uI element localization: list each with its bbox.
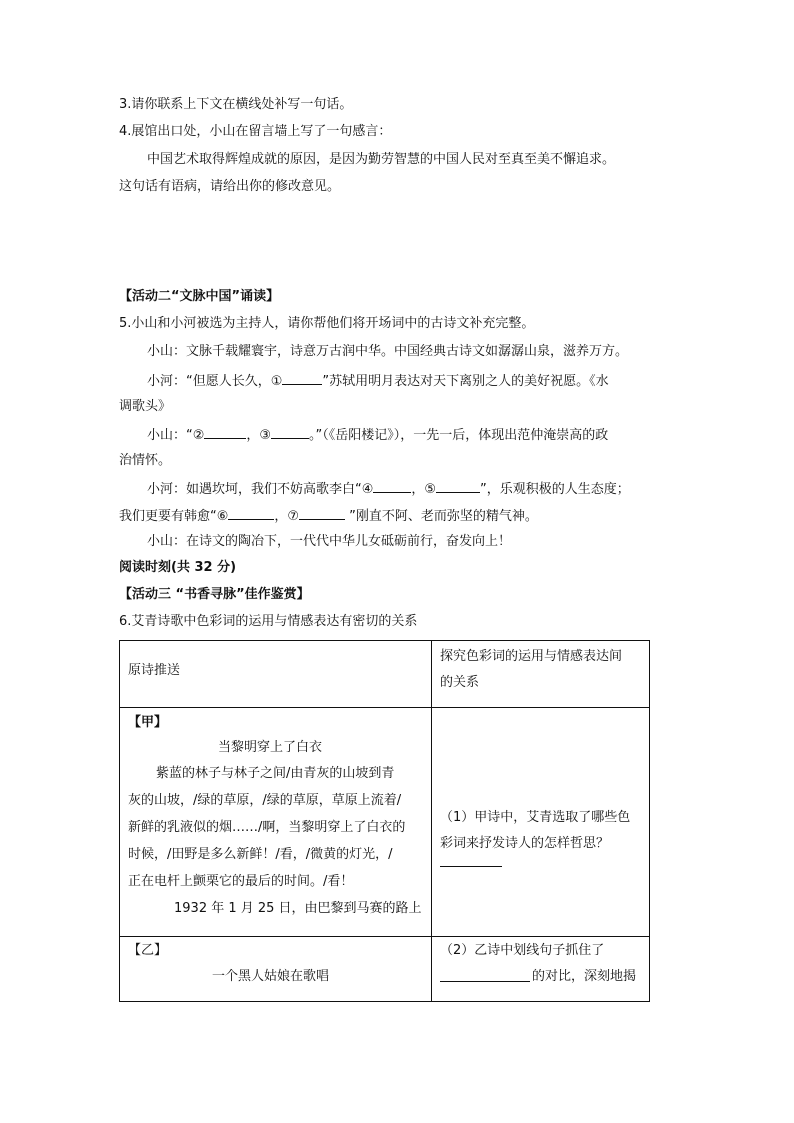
poem-cell-yi: [120, 937, 432, 1002]
question-5: 5.小山和小河被选为主持人，请你帮他们将开场词中的古诗文补充完整。: [119, 316, 535, 331]
question-6-1-line-1: （1）甲诗中，艾青选取了哪些色: [440, 810, 631, 825]
dialogue-text: ”刚直不阿、老而弥坚的精气神。: [345, 509, 538, 524]
poem-table: [119, 640, 650, 1002]
dialogue-text: ，⑤: [411, 482, 437, 497]
activity-2-heading: 【活动二“文脉中国”诵读】: [119, 289, 280, 304]
question-6-2-line-1: （2）乙诗中划线句子抓住了: [440, 943, 605, 958]
fill-blank-5[interactable]: [436, 478, 480, 493]
table-row-jia: [120, 708, 650, 937]
dialogue-text: 。”（《岳阳楼记》），一先一后，体现出范仲淹崇高的政: [309, 428, 609, 443]
poem-jia-line: 新鲜的乳液似的烟……/啊，当黎明穿上了白衣的: [128, 820, 406, 835]
question-4-quote: 中国艺术取得辉煌成就的原因，是因为勤劳智慧的中国人民对至真至美不懈追求。: [147, 152, 616, 167]
poem-jia-line: 灰的山坡，/绿的草原，/绿的草原，草原上流着/: [128, 793, 402, 808]
dialogue-text: 小河：“但愿人长久，①: [147, 374, 283, 389]
dialogue-line-2-cont: 调歌头》: [119, 399, 172, 414]
question-4-prompt: 这句话有语病，请给出你的修改意见。: [119, 179, 341, 194]
header-analysis-line-1: 探究色彩词的运用与情感表达间: [440, 649, 623, 664]
poem-jia-title: 当黎明穿上了白衣: [218, 740, 323, 755]
question-cell-2: [432, 937, 650, 1002]
dialogue-line-5: [119, 505, 538, 527]
table-row-yi: [120, 937, 650, 1002]
fill-blank-7[interactable]: [299, 505, 345, 520]
fill-blank-3[interactable]: [271, 424, 309, 439]
poem-yi-label: 【乙】: [128, 943, 168, 958]
header-poem-label: 原诗推送: [128, 663, 181, 678]
header-analysis-line-2: 的关系: [440, 675, 480, 690]
question-6: 6.艾青诗歌中色彩词的运用与情感表达有密切的关系: [119, 614, 418, 629]
poem-yi-title: 一个黑人姑娘在歌唱: [212, 969, 330, 984]
fill-blank-1[interactable]: [282, 370, 322, 385]
dialogue-line-1: 小山：文脉千载耀寰宇，诗意万古润中华。中国经典古诗文如潺潺山泉，滋养万方。: [147, 344, 629, 359]
header-cell-analysis: [432, 641, 650, 708]
poem-jia-label: 【甲】: [128, 715, 168, 730]
question-6-1-line-2: 彩词来抒发诗人的怎样哲思？: [440, 836, 610, 851]
question-3: 3.请你联系上下文在横线处补写一句话。: [119, 97, 353, 112]
poem-jia-line: 时候，/田野是多么新鲜！/看，/微黄的灯光，/: [128, 847, 393, 862]
dialogue-text: 我们更要有韩愈“⑥: [119, 509, 229, 524]
dialogue-line-2: [147, 370, 609, 392]
poem-jia-line: 正在电杆上颤栗它的最后的时间。/看！: [128, 874, 354, 889]
header-cell-poem: [120, 641, 432, 708]
fill-blank-2[interactable]: [204, 424, 246, 439]
dialogue-text: 小河：如遇坎坷，我们不妨高歌李白“④: [147, 482, 374, 497]
dialogue-line-3: [147, 424, 608, 446]
dialogue-text: ”，乐观积极的人生态度；: [480, 482, 630, 497]
dialogue-line-3-cont: 治情怀。: [119, 453, 172, 468]
table-header-row: [120, 641, 650, 708]
dialogue-text: ，③: [246, 428, 272, 443]
dialogue-text: ，⑦: [274, 509, 300, 524]
dialogue-text: 小山：“②: [147, 428, 205, 443]
fill-blank-6[interactable]: [228, 505, 274, 520]
dialogue-line-4: [147, 478, 630, 500]
reading-heading: 阅读时刻(共 32 分): [119, 560, 237, 575]
question-6-2-line-2: 的对比，深刻地揭: [532, 969, 637, 984]
question-4-title: 4.展馆出口处，小山在留言墙上写了一句感言：: [119, 124, 392, 139]
fill-blank-4[interactable]: [373, 478, 411, 493]
activity-3-heading: 【活动三 “书香寻脉”佳作鉴赏】: [119, 587, 310, 602]
dialogue-line-6: 小山：在诗文的陶冶下，一代代中华儿女砥砺前行，奋发向上！: [147, 534, 512, 549]
dialogue-text: ”苏轼用明月表达对天下离别之人的美好祝愿。《水: [322, 374, 609, 389]
answer-blank-2[interactable]: [440, 981, 530, 982]
question-cell-1: [432, 708, 650, 937]
poem-jia-line: 紫蓝的林子与林子之间/由青灰的山坡到青: [156, 766, 395, 781]
answer-blank-1[interactable]: [440, 866, 502, 867]
poem-cell-jia: [120, 708, 432, 937]
poem-jia-date: 1932 年 1 月 25 日，由巴黎到马赛的路上: [174, 901, 422, 916]
